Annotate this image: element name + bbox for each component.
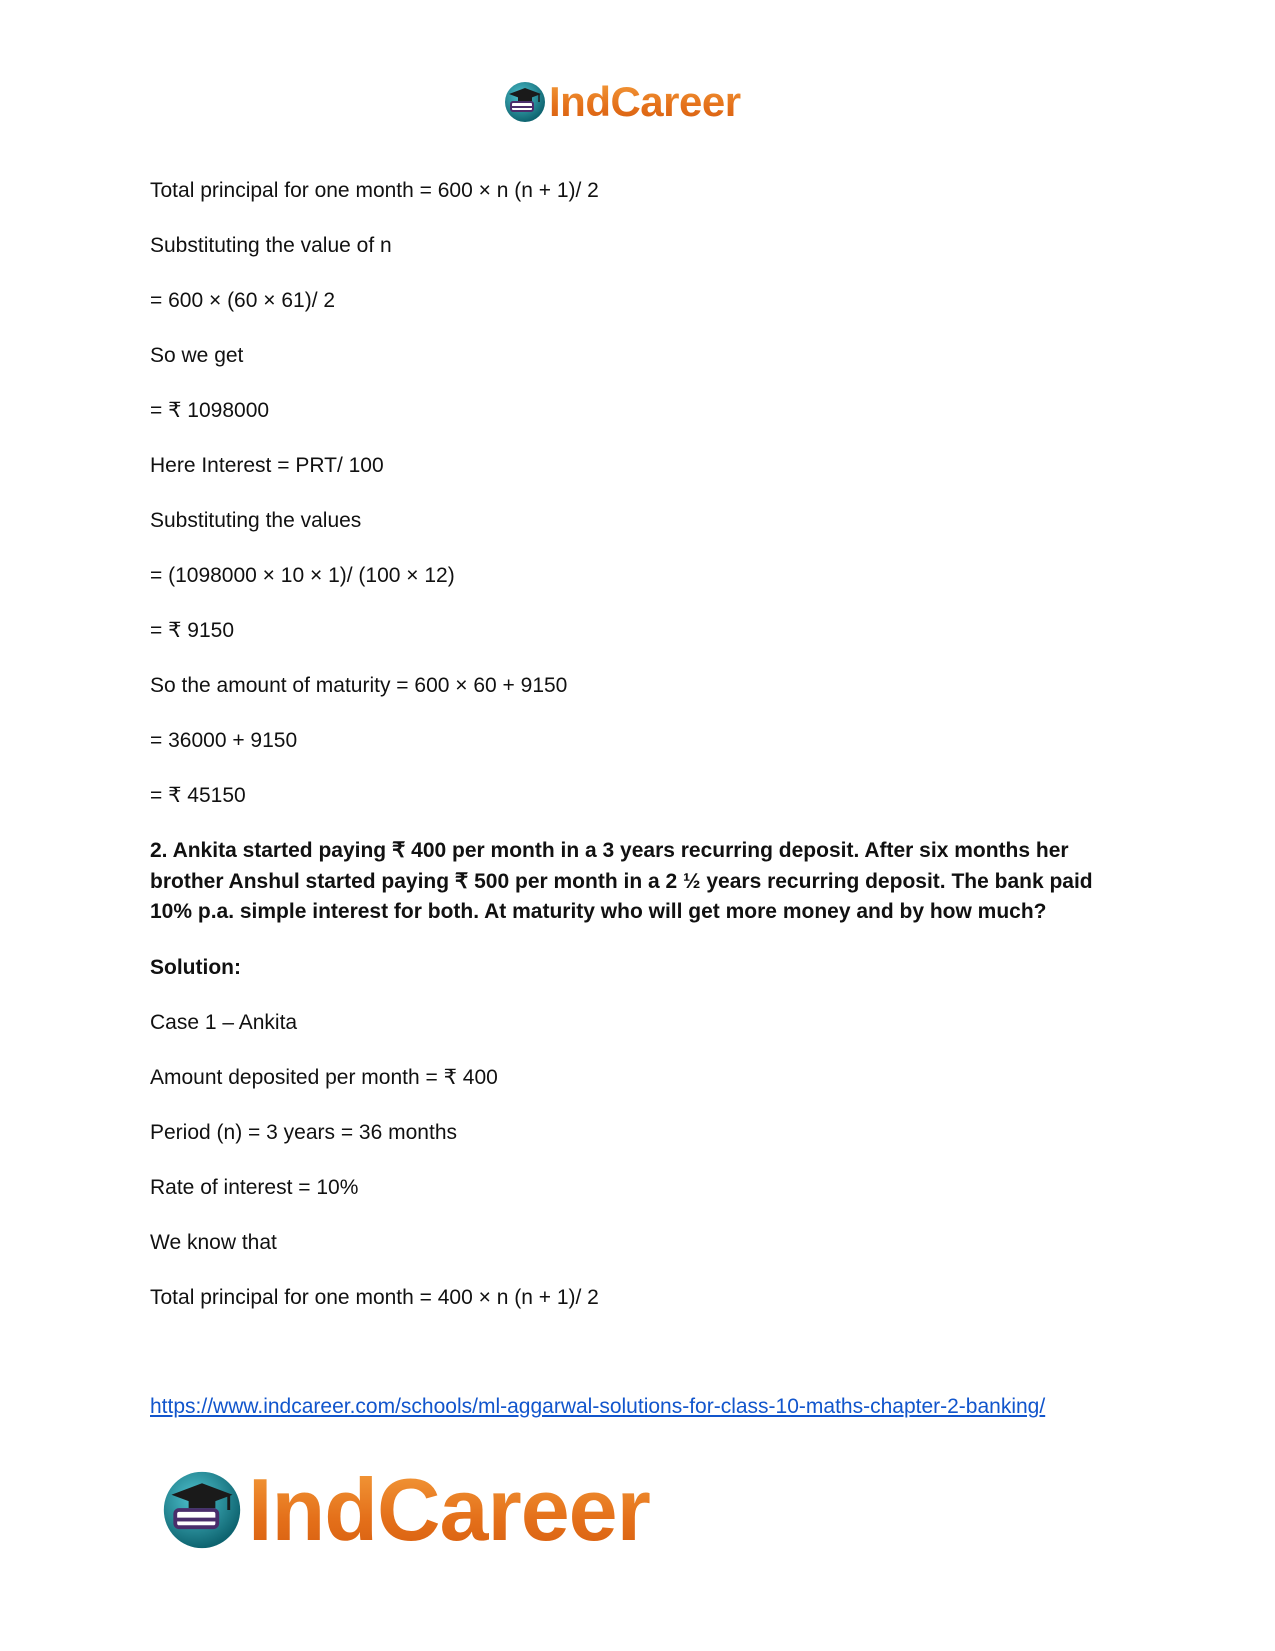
text-line: = ₹ 45150: [150, 784, 246, 807]
document-body: [150, 176, 1120, 1338]
text-line: = 600 × (60 × 61)/ 2: [150, 289, 336, 312]
solution-line: Rate of interest = 10%: [150, 1175, 359, 1199]
solution-heading: Solution:: [150, 955, 241, 979]
text-line: Here Interest = PRT/ 100: [150, 454, 384, 477]
graduation-cap-book-globe-icon: [503, 80, 547, 124]
text-line: = ₹ 1098000: [150, 399, 270, 422]
solution-line: Total principal for one month = 400 × n (n + 1)/ 2: [150, 1285, 599, 1309]
footer-logo-text: IndCareer: [248, 1460, 650, 1559]
solution-line: Period (n) = 3 years = 36 months: [150, 1120, 457, 1144]
text-line: So the amount of maturity = 600 × 60 + 9150: [150, 674, 568, 697]
text-line: = (1098000 × 10 × 1)/ (100 × 12): [150, 564, 455, 587]
question-text: 2. Ankita started paying ₹ 400 per month in a 3 years recurring deposit. After six months her brother Anshul started paying ₹ 500 per month in a 2 ½ years recurring deposit. The bank paid 10% p.a. simple interest for both. At maturity who will get more money and by how much?: [150, 839, 1093, 923]
text-line: Total principal for one month = 600 × n (n + 1)/ 2: [150, 179, 599, 202]
graduation-cap-book-globe-icon: [160, 1468, 244, 1552]
solution-line: Amount deposited per month = ₹ 400: [150, 1065, 498, 1089]
header-logo: [503, 80, 741, 124]
solution-line: We know that: [150, 1230, 277, 1254]
header-logo-text: IndCareer: [549, 78, 741, 125]
text-line: = ₹ 9150: [150, 619, 235, 642]
text-line: Substituting the value of n: [150, 234, 392, 257]
text-line: So we get: [150, 344, 244, 367]
solution-line: Case 1 – Ankita: [150, 1010, 298, 1034]
text-line: = 36000 + 9150: [150, 729, 298, 752]
footer-logo: [160, 1460, 650, 1559]
text-line: Substituting the values: [150, 509, 362, 532]
footer-url-link[interactable]: https://www.indcareer.com/schools/ml-aggarwal-solutions-for-class-10-maths-chapter-2-banking/: [150, 1395, 1046, 1418]
